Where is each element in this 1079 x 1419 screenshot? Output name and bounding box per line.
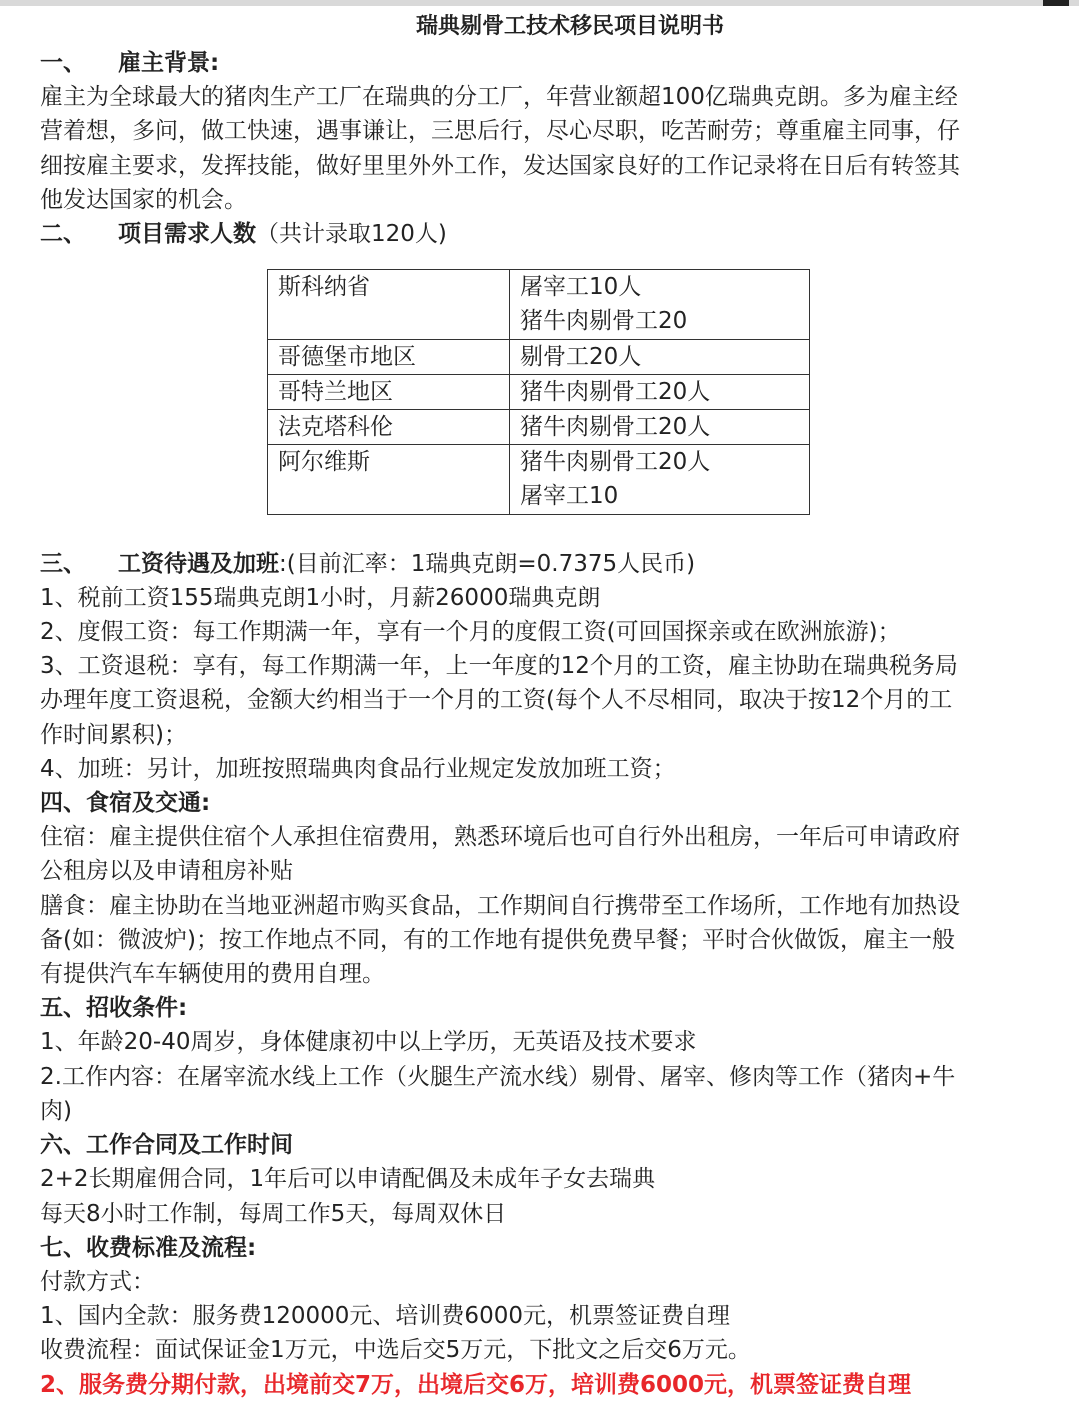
section-4-heading: 四、食宿及交通: [40, 790, 211, 817]
paragraph-line: 备(如：微波炉)；按工作地点不同，有的工作地有提供免费早餐；平时合伙做饭，雇主一般 [40, 926, 955, 953]
job-cell [510, 445, 810, 514]
section-7-heading: 七、收费标准及流程: [40, 1234, 257, 1261]
paragraph-line: 2+2长期雇佣合同，1年后可以申请配偶及未成年子女去瑞典 [40, 1166, 656, 1193]
section-title: 项目需求人数 [118, 221, 256, 248]
location-cell [268, 374, 510, 409]
job-cell [510, 374, 810, 409]
job-text: 猪牛肉剔骨工20人 [520, 414, 711, 441]
location-text: 哥特兰地区 [278, 378, 393, 405]
section-5-heading: 五、招收条件: [40, 995, 188, 1022]
section-1-heading [40, 46, 1040, 80]
paragraph-line: 营着想，多问，做工快速，遇事谦让，三思后行，尽心尽职，吃苦耐劳；尊重雇主同事，仔 [40, 118, 960, 145]
section-number: 三、 [40, 550, 86, 577]
table-row [268, 270, 810, 339]
paragraph-line: 他发达国家的机会。 [40, 186, 247, 213]
paragraph-line: 雇主为全球最大的猪肉生产工厂在瑞典的分工厂，年营业额超100亿瑞典克朗。多为雇主经 [40, 84, 958, 111]
paragraph-line: 付款方式： [40, 1268, 155, 1295]
paragraph-line: 4、加班：另计，加班按照瑞典肉食品行业规定发放加班工资； [40, 755, 676, 782]
section-2-heading [40, 217, 1040, 251]
location-text: 阿尔维斯 [278, 449, 370, 476]
job-text: 屠宰工10人 [520, 274, 642, 301]
job-cell [510, 270, 810, 339]
location-cell [268, 270, 510, 339]
job-text: 猪牛肉剔骨工20人 [520, 378, 711, 405]
section-title: 工资待遇及加班 [118, 550, 279, 577]
paragraph-line: 办理年度工资退税，金额大约相当于一个月的工资(每个人不尽相同，取决于按12个月的工 [40, 687, 953, 714]
paragraph-line: 细按雇主要求，发挥技能，做好里里外外工作，发达国家良好的工作记录将在日后有转签其 [40, 152, 960, 179]
location-cell [268, 445, 510, 514]
paragraph-line: 有提供汽车车辆使用的费用自理。 [40, 961, 385, 988]
doc-title: 瑞典剔骨工技术移民项目说明书 [415, 14, 724, 39]
paragraph-line: 肉) [40, 1097, 72, 1124]
section-number: 二、 [40, 221, 86, 248]
job-text: 猪牛肉剔骨工20 [520, 308, 688, 335]
job-text: 屠宰工10 [520, 483, 619, 510]
paragraph-line: 收费流程：面试保证金1万元，中选后交5万元，下批文之后交6万元。 [40, 1337, 751, 1364]
section-note: :(目前汇率：1瑞典克朗=0.7375人民币) [279, 550, 696, 577]
section-6-heading: 六、工作合同及工作时间 [40, 1132, 293, 1159]
job-text: 剔骨工20人 [520, 343, 642, 370]
paragraph-line: 公租房以及申请租房补贴 [40, 858, 293, 885]
job-cell [510, 410, 810, 445]
document [40, 8, 1040, 1402]
location-text: 哥德堡市地区 [278, 343, 416, 370]
section-3-heading [40, 547, 1040, 581]
section-title: 雇主背景: [118, 50, 220, 76]
paragraph-line: 1、税前工资155瑞典克朗1小时，月薪26000瑞典克朗 [40, 584, 601, 611]
paragraph-line: 作时间累积)； [40, 721, 187, 748]
section-note: （共计录取120人) [256, 221, 447, 248]
job-cell [510, 339, 810, 374]
job-text: 猪牛肉剔骨工20人 [520, 449, 711, 476]
paragraph-line: 膳食：雇主协助在当地亚洲超市购买食品，工作期间自行携带至工作场所，工作地有加热设 [40, 892, 960, 919]
location-cell [268, 410, 510, 445]
table-row [268, 410, 810, 445]
demand-table [267, 269, 810, 514]
location-text: 法克塔科伦 [278, 414, 393, 441]
paragraph-line: 2、度假工资：每工作期满一年，享有一个月的度假工资(可回国探亲或在欧洲旅游)； [40, 619, 901, 646]
paragraph-line: 住宿：雇主提供住宿个人承担住宿费用，熟悉环境后也可自行外出租房，一年后可申请政府 [40, 824, 960, 851]
location-cell [268, 339, 510, 374]
table-row [268, 445, 810, 514]
section-number: 一、 [40, 50, 86, 76]
table-row [268, 374, 810, 409]
table-row [268, 339, 810, 374]
corner-mark [1043, 0, 1069, 6]
location-text: 斯科纳省 [278, 274, 370, 301]
top-divider [0, 0, 1079, 6]
paragraph-line: 1、年龄20-40周岁，身体健康初中以上学历，无英语及技术要求 [40, 1029, 697, 1056]
paragraph-line: 3、工资退税：享有，每工作期满一年，上一年度的12个月的工资，雇主协助在瑞典税务局 [40, 653, 958, 680]
highlight-line: 2、服务费分期付款，出境前交7万，出境后交6万，培训费6000元，机票签证费自理 [40, 1371, 912, 1398]
paragraph-line: 1、国内全款：服务费120000元、培训费6000元，机票签证费自理 [40, 1303, 730, 1330]
paragraph-line: 每天8小时工作制，每周工作5天，每周双休日 [40, 1200, 507, 1227]
paragraph-line: 2.工作内容：在屠宰流水线上工作（火腿生产流水线）剔骨、屠宰、修肉等工作（猪肉+牛 [40, 1063, 956, 1090]
